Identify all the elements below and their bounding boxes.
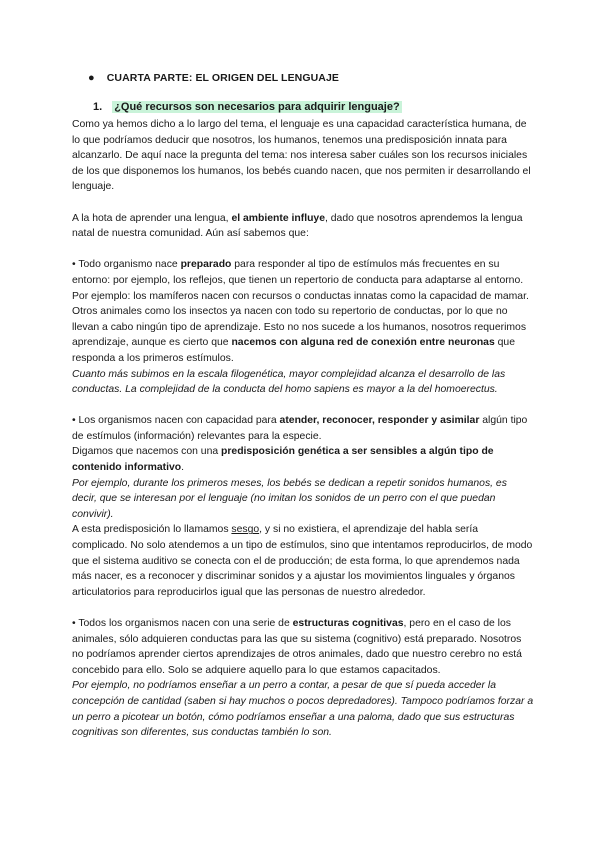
text-run: • Todos los organismos nacen con una serie de (72, 618, 293, 629)
section-heading-text: CUARTA PARTE: EL ORIGEN DEL LENGUAJE (106, 72, 340, 84)
bold-run: estructuras cognitivas (292, 618, 404, 629)
subsection-number: 1. (93, 101, 103, 113)
bold-run: predisposición genética a ser sensibles a algún tipo de contenido informativo (72, 446, 494, 474)
text-run: , pero en el caso de los animales, sólo adquieren conductas para las que su sistema (cognitivo) está preparado. Nosotros no podríamos aprender ciertos aprendizajes de otros animales, dado que nuestro cerebro no está concebido para ello. Solo se adquiere aquello para lo que estamos capacitados. (72, 618, 522, 676)
document-body (72, 117, 534, 741)
underlined-term: sesgo (231, 524, 260, 536)
text-run: • Todo organismo nace (72, 259, 181, 271)
text-run: • Los organismos nacen con capacidad para (72, 415, 280, 427)
section-heading (88, 72, 339, 84)
paragraph-sesgo (72, 522, 534, 600)
bold-run: nacemos con alguna red de conexión entre neuronas (231, 337, 495, 349)
bold-run: preparado (180, 259, 232, 271)
bullet-icon: ● (88, 72, 95, 84)
text-run: para responder al tipo de estímulos más frecuentes en su entorno: por ejemplo, los reflejos, que tienen un repertorio de conducta para adaptarse al entorno. Por ejemplo: los mamíferos nacen con recursos o conductas innatas como la capacidad de mamar. Otros animales como los insectos ya nacen con todo su repertorio de conductas, por lo que no llevan a cabo ningún tipo de aprendizaje. Esto no nos sucede a los humanos, nosotros requerimos aprendizaje, aunque es cierto que (72, 259, 529, 349)
paragraph-predisposicion (72, 444, 534, 475)
paragraph-preparado (72, 257, 534, 366)
text-run: A la hota de aprender una lengua, (72, 212, 232, 224)
text-run: . (181, 462, 184, 474)
paragraph-intro: Como ya hemos dicho a lo largo del tema, el lenguaje es una capacidad característica humana, de lo que podríamos deducir que nosotros, los humanos, tenemos una predisposición innata para alcanzarlo. De aquí nace la pregunta del tema: nos interesa saber cuáles son los recursos iniciales de los que disponemos los humanos, los bebés cuando nacen, que nos permiten ir desarrollando el lenguaje. (72, 119, 531, 193)
italic-example-filogenetica: Cuanto más subimos en la escala filogenética, mayor complejidad alcanza el desarrollo de las conductas. La complejidad de la conducta del homo sapiens es mayor a la del homoerectus. (72, 368, 506, 396)
italic-example-perro: Por ejemplo, no podríamos enseñar a un perro a contar, a pesar de que sí pueda acceder la concepción de cantidad (saben si hay muchos o pocos depredadores). Tampoco podríamos forzar a un perro a picotear un botón, cómo podríamos enseñar a una paloma, dado que sus estructuras cognitivas son diferentes, sus conductas también lo son. (72, 680, 534, 739)
text-run: que responda a los primeros estímulos. (72, 337, 515, 364)
text-run: , y si no existiera, el aprendizaje del habla sería complicado. No solo atendemos a un tipo de estímulos, sino que intentamos reproducirlos, de modo que el sistema auditivo se conecta con el de producción; de esta forma, lo que aprendemos nada más nacer, es a reconocer y discriminar sonidos y a ajustar los movimientos linguales y órganos articulatorios para reproducirlos igual que las personas de nuestro alrededor. (72, 524, 533, 598)
paragraph-ambiente (72, 211, 534, 242)
italic-example-bebes: Por ejemplo, durante los primeros meses, los bebés se dedican a repetir sonidos humanos, es decir, que se interesan por el lenguaje (no imitan los sonidos de un perro con el que puedan convivir). (72, 477, 507, 520)
paragraph-estructuras (72, 616, 534, 678)
text-run: algún tipo de estímulos (información) relevantes para la especie. (72, 415, 528, 442)
paragraph-capacidad (72, 413, 534, 444)
text-run: , dado que nosotros aprendemos la lengua natal de nuestra comunidad. Aún así sabemos que: (72, 212, 523, 240)
bold-run: atender, reconocer, responder y asimilar (279, 415, 480, 427)
text-run: A esta predisposición lo llamamos (72, 524, 232, 536)
subsection-heading (93, 101, 402, 113)
text-run: Digamos que nacemos con una (72, 446, 222, 458)
subsection-heading-text: ¿Qué recursos son necesarios para adquirir lenguaje? (114, 101, 400, 113)
bold-run: el ambiente influye (231, 212, 325, 224)
